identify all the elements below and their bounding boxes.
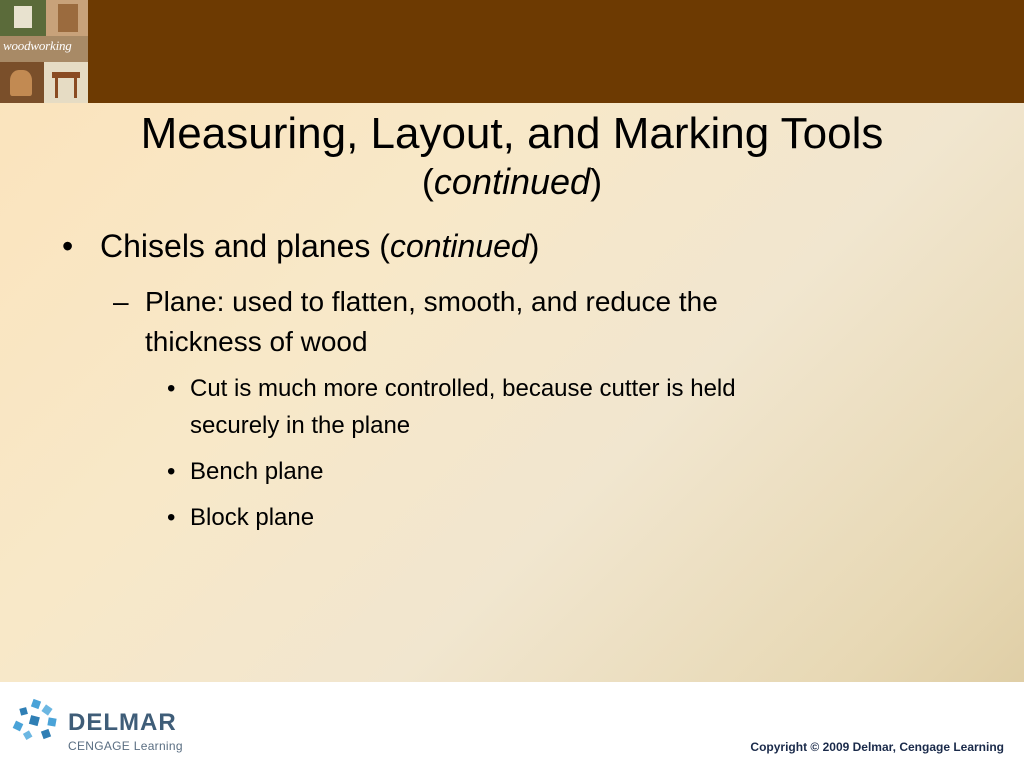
logo-wordmark: woodworking (3, 38, 72, 53)
bullet-l3-1: • (167, 375, 176, 402)
brand-name: DELMAR (68, 709, 177, 736)
bullet-text-l2-line2: thickness of wood (145, 326, 368, 357)
bullet-l1: • (62, 228, 74, 264)
header-band (0, 0, 1024, 103)
bullet-l3-2: • (167, 458, 176, 485)
slide-title (0, 108, 1024, 204)
l1-text: Chisels and planes ( (100, 228, 390, 264)
woodworking-logo (0, 0, 88, 103)
title-sub-close: ) (590, 161, 603, 202)
l1-italic: continued (389, 228, 529, 264)
bullet-text-l3-3: Block plane (190, 504, 315, 531)
bullet-l2: – (113, 286, 129, 317)
logo-tile-table (44, 62, 88, 103)
title-sub-italic: continued (433, 161, 591, 202)
delmar-logo-icon (12, 698, 60, 744)
bullet-l3-3: • (167, 504, 176, 531)
logo-tile-carving-detail (10, 70, 32, 96)
logo-tile-wood-detail (58, 4, 78, 32)
title-subtitle (0, 160, 1024, 204)
bullet-text-l3-2: Bench plane (190, 458, 324, 485)
footer (0, 682, 1024, 768)
logo-tile-table-leg-left (55, 78, 58, 98)
logo-tile-chair-detail (14, 6, 32, 28)
logo-tile-table-leg-right (74, 78, 77, 98)
copyright-notice: Copyright © 2009 Delmar, Cengage Learning (750, 740, 1004, 754)
title-sub-open: ( (421, 161, 434, 202)
bullet-text-l3-1-line1: Cut is much more controlled, because cutter is held (190, 375, 736, 402)
brand-subtitle: CENGAGE Learning (68, 739, 183, 753)
bullet-text-l1 (100, 226, 960, 266)
bullet-text-l2-line1: Plane: used to flatten, smooth, and reduce the (145, 286, 718, 317)
l1-close: ) (528, 228, 540, 264)
title-main: Measuring, Layout, and Marking Tools (140, 109, 884, 158)
bullet-text-l3-1-line2: securely in the plane (190, 412, 411, 439)
